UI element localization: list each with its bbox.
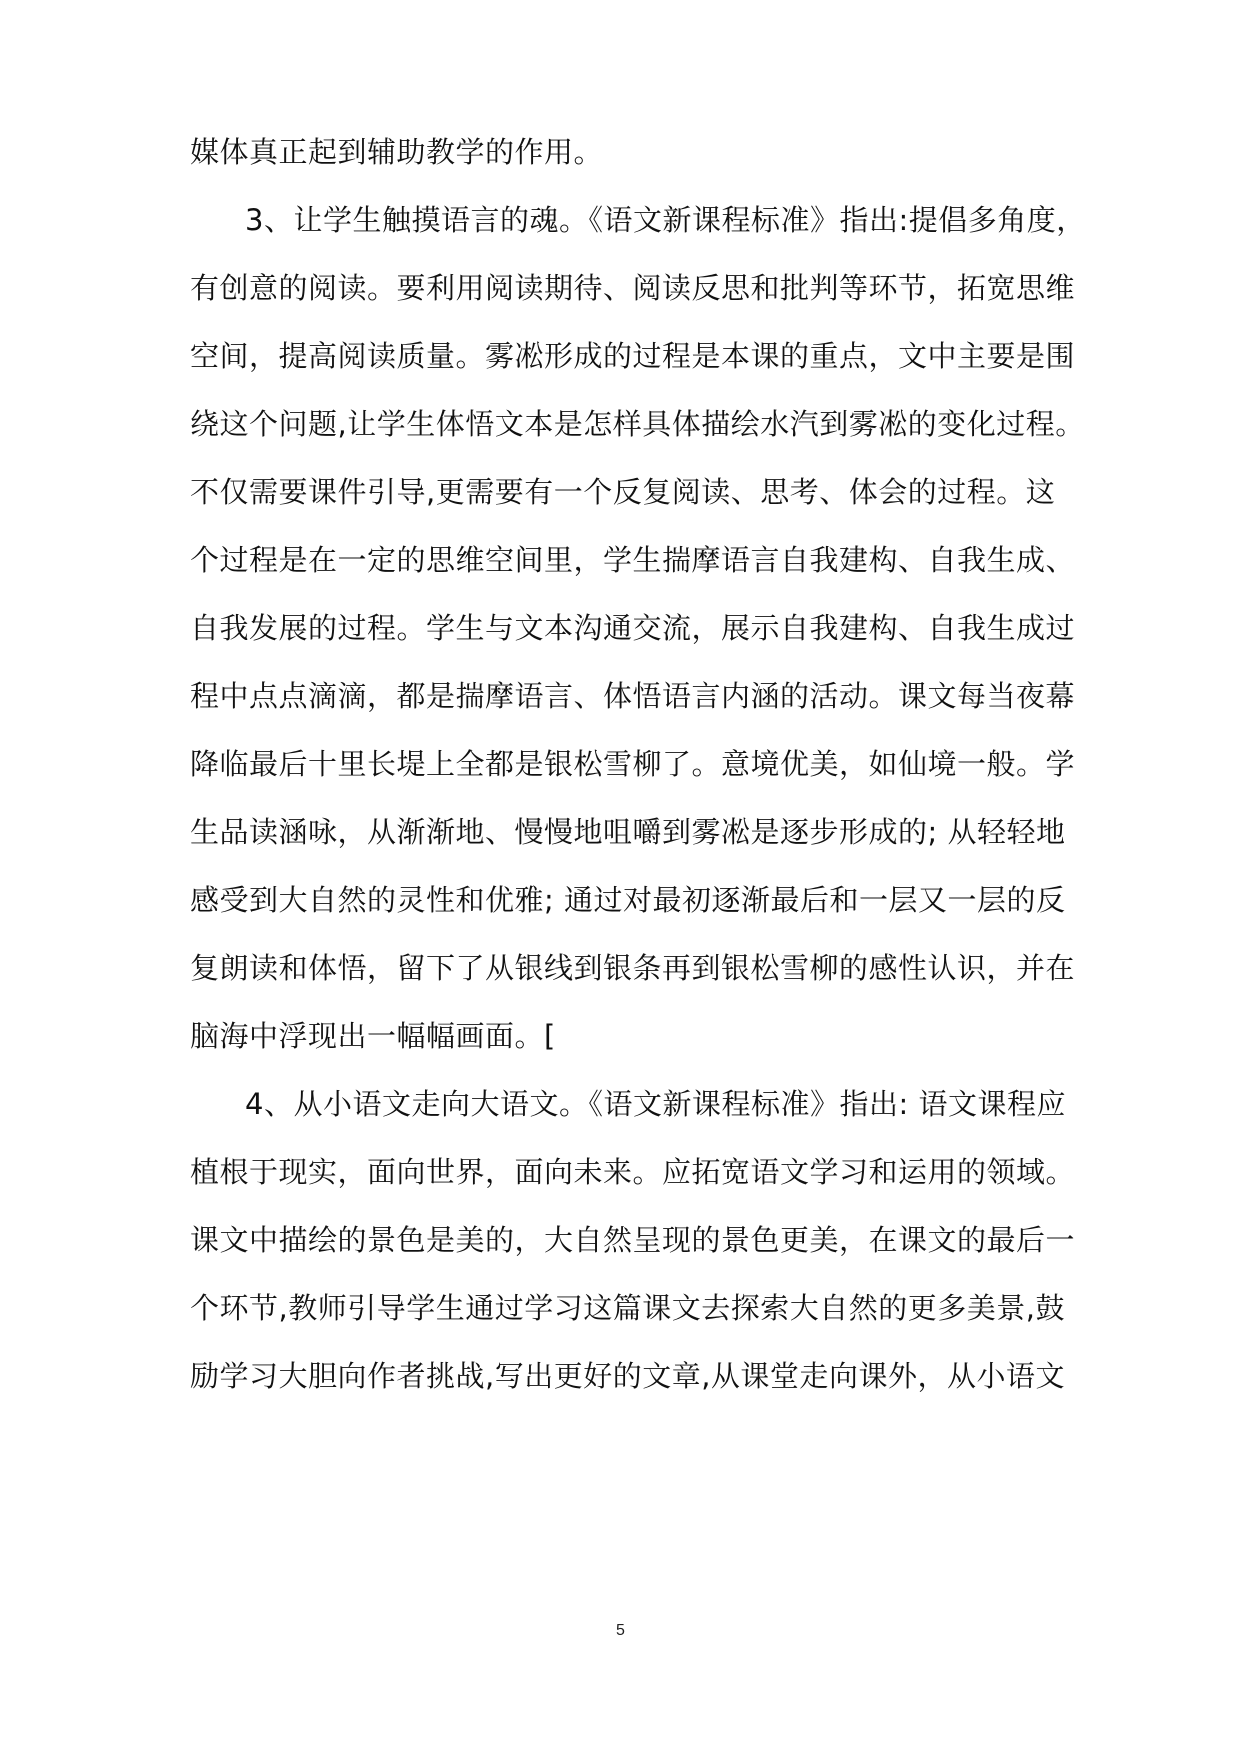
text-line: 媒体真正起到辅助教学的作用。 [190, 135, 604, 169]
page-number: 5 [616, 1622, 625, 1639]
text-line: 不仅需要课件引导,更需要有一个反复阅读、思考、体会的过程。这 [190, 475, 1056, 509]
text-line: 励学习大胆向作者挑战,写出更好的文章,从课堂走向课外，从小语文 [190, 1359, 1065, 1393]
text-line: 植根于现实，面向世界，面向未来。应拓宽语文学习和运用的领域。 [190, 1155, 1076, 1189]
text-line: 绕这个问题,让学生体悟文本是怎样具体描绘水汽到雾凇的变化过程。 [190, 407, 1085, 441]
text-line: 课文中描绘的景色是美的，大自然呈现的景色更美，在课文的最后一 [190, 1223, 1076, 1257]
text-line: 程中点点滴滴，都是揣摩语言、体悟语言内涵的活动。课文每当夜幕 [190, 679, 1076, 713]
text-line: 有创意的阅读。要利用阅读期待、阅读反思和批判等环节，拓宽思维 [190, 271, 1076, 305]
text-line: 感受到大自然的灵性和优雅; 通过对最初逐渐最后和一层又一层的反 [190, 883, 1066, 917]
text-line: 4、从小语文走向大语文。《语文新课程标准》指出: 语文课程应 [245, 1087, 1066, 1121]
text-line: 个环节,教师引导学生通过学习这篇课文去探索大自然的更多美景,鼓 [190, 1291, 1065, 1325]
text-line: 个过程是在一定的思维空间里，学生揣摩语言自我建构、自我生成、 [190, 543, 1076, 577]
text-line: 生品读涵咏，从渐渐地、慢慢地咀嚼到雾凇是逐步形成的; 从轻轻地 [190, 815, 1066, 849]
text-line: 自我发展的过程。学生与文本沟通交流，展示自我建构、自我生成过 [190, 611, 1076, 645]
text-line: 脑海中浮现出一幅幅画面。[ [190, 1019, 556, 1053]
text-line: 空间，提高阅读质量。雾凇形成的过程是本课的重点，文中主要是围 [190, 339, 1076, 373]
text-line: 3、让学生触摸语言的魂。《语文新课程标准》指出:提倡多角度， [245, 203, 1086, 237]
text-line: 复朗读和体悟，留下了从银线到银条再到银松雪柳的感性认识，并在 [190, 951, 1076, 985]
text-line: 降临最后十里长堤上全都是银松雪柳了。意境优美，如仙境一般。学 [190, 747, 1076, 781]
